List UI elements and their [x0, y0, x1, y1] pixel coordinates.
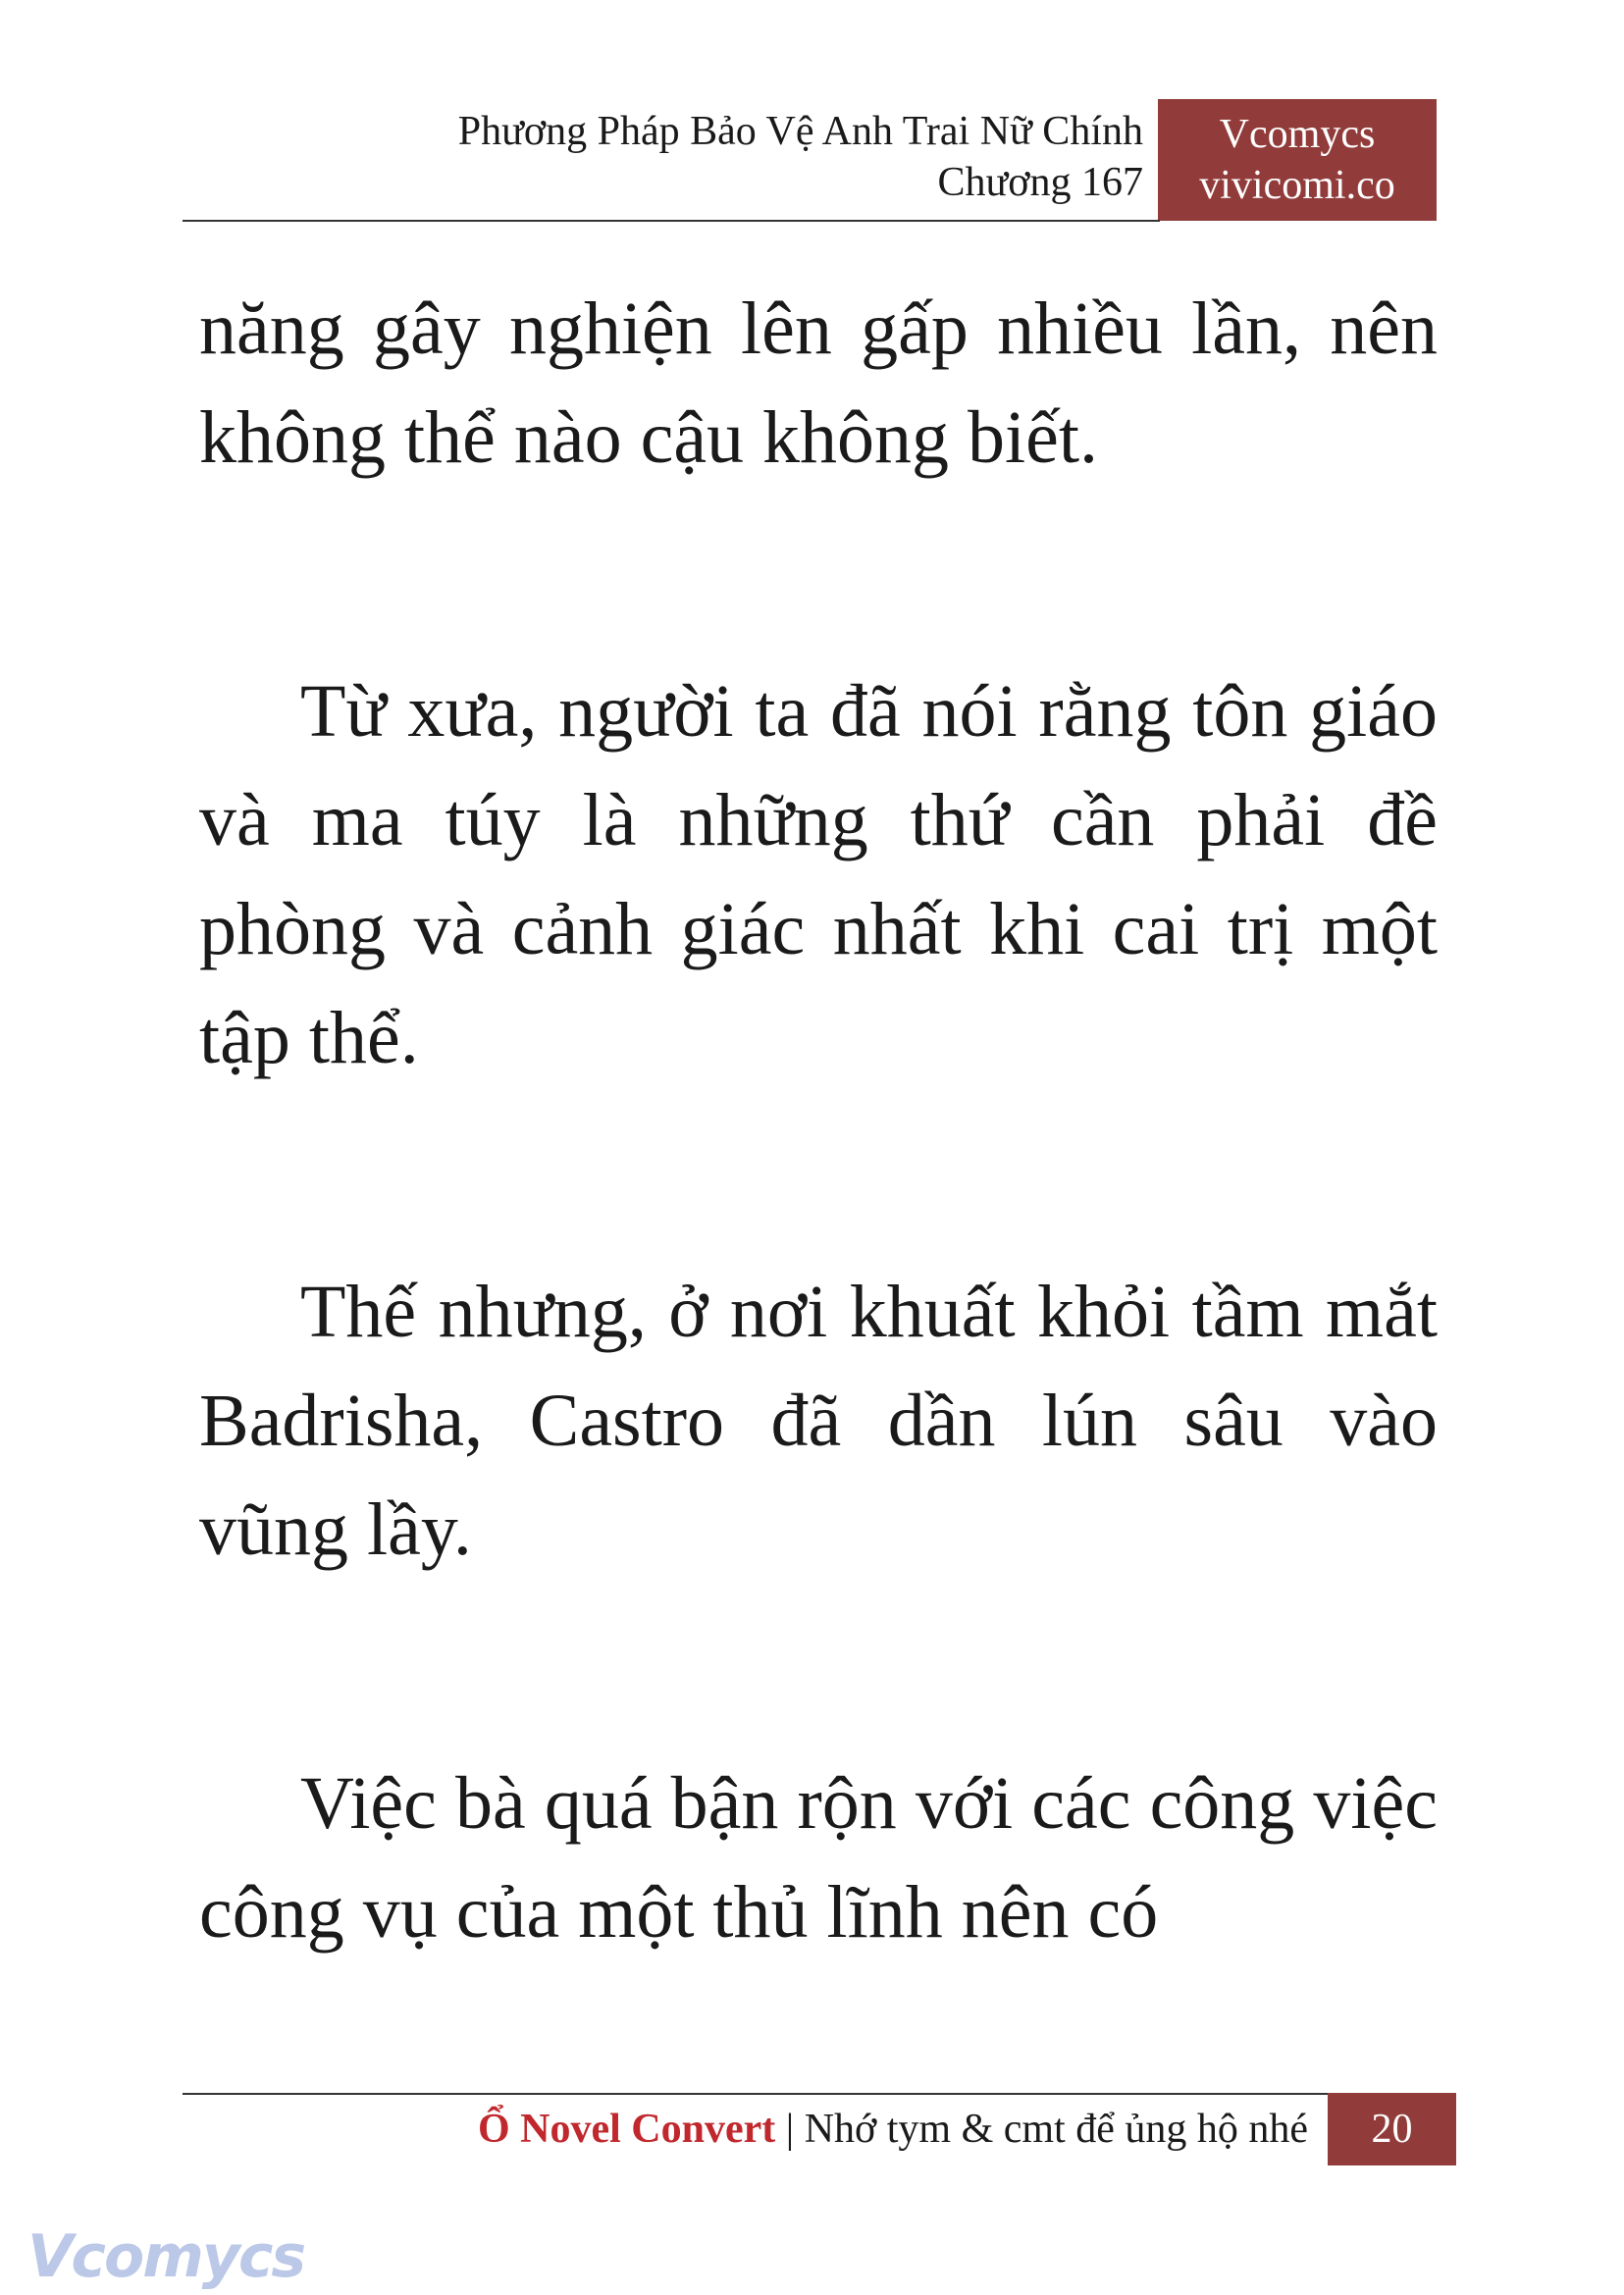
- footer: [478, 2100, 1308, 2159]
- running-header: [458, 106, 1143, 208]
- chapter-label: Chương 167: [937, 160, 1143, 205]
- paragraph-3: Thế nhưng, ở nơi khuất khỏi tầm mắt Badrisha, Castro đã dần lún sâu vào vũng lầy.: [199, 1271, 1438, 1571]
- footer-divider: [183, 2093, 1456, 2095]
- site-badge: [1158, 99, 1437, 221]
- paragraph-4: Việc bà quá bận rộn với các công việc công vụ của một thủ lĩnh nên có: [199, 1762, 1438, 1954]
- book-title: Phương Pháp Bảo Vệ Anh Trai Nữ Chính: [457, 109, 1143, 154]
- footer-brand: Ổ Novel Convert: [477, 2107, 776, 2152]
- paragraph-2: Từ xưa, người ta đã nói rằng tôn giáo và ma túy là những thứ cần phải đề phòng và cảnh giác nhất khi cai trị một tập thể.: [199, 670, 1438, 1079]
- footer-separator: |: [775, 2107, 805, 2152]
- footer-message: Nhớ tym & cmt để ủng hộ nhé: [804, 2107, 1308, 2152]
- page-body: [199, 275, 1438, 2132]
- page-number: 20: [1328, 2093, 1456, 2165]
- badge-url: vivicomi.co: [1199, 163, 1395, 208]
- paragraph-1: năng gây nghiện lên gấp nhiều lần, nên không thể nào cậu không biết.: [199, 287, 1438, 479]
- watermark-logo: Vcomycs: [27, 2222, 305, 2291]
- header-divider: [183, 220, 1160, 222]
- badge-brand: Vcomycs: [1219, 112, 1376, 157]
